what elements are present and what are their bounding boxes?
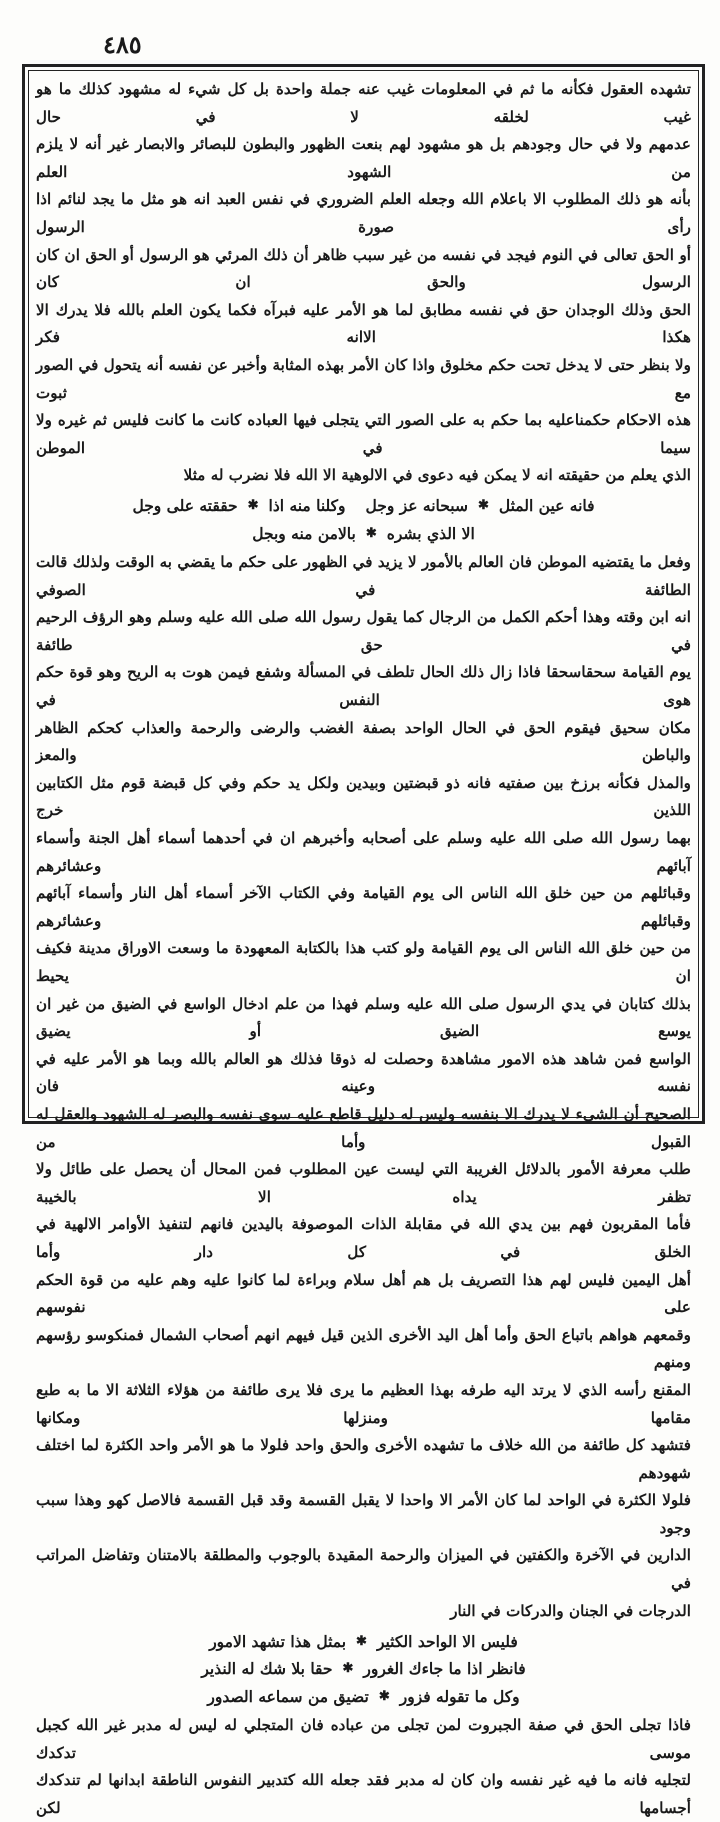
text-line: الصحيح أن الشيء لا يدرك الا بنفسه وليس له دليل قاطع عليه سوى نفسه والبصر له الشهود والعقل له القبول وأما من	[36, 1104, 691, 1151]
hemistich: وكل ما تقوله فزور	[399, 1686, 520, 1706]
poem-1	[36, 492, 691, 547]
star-separator-icon: ✱	[365, 525, 377, 541]
text-line: عدمهم ولا في حال وجودهم بل هو مشهود لهم بنعت الظهور والبطون للبصائر والابصار غير أنه لا يلزم من الشهود العلم	[36, 135, 691, 181]
text-line: وفعل ما يقتضيه الموطن فان العالم بالأمور لا يزيد في الظهور على حكم ما يقضي به الوقت ولذلك قالت الطائفة في الصوفي	[36, 553, 691, 599]
verse-row	[36, 492, 691, 520]
star-separator-icon: ✱	[342, 1661, 354, 1677]
text-line: المقنع رأسه الذي لا يرتد اليه طرفه بهذا العظيم ما يرى فلا يرى طائفة من هؤلاء الثلاثة الا ما به طبع مقامها ومنزلها ومكانها	[36, 1380, 691, 1427]
text-line: بهما رسول الله صلى الله عليه وسلم على أصحابه وأخبرهم ان في أحدهما أسماء أهل الجنة وأسماء آبائهم وعشائرهم	[36, 829, 691, 875]
star-separator-icon: ✱	[247, 498, 259, 514]
text-line: ولا بنظر حتى لا يدخل تحت حكم مخلوق واذا كان الأمر بهذه المثابة وأخبر عن نفسه أنه يتحول في الصور مع ثبوت	[36, 355, 691, 402]
text-line: بأنه هو ذلك المطلوب الا باعلام الله وجعله العلم الضروري في نفس العبد انه هو مثل ما يجد لنائم اذا رأى صورة الرسول	[36, 190, 691, 236]
hemistich: فانظر اذا ما جاءك الغرور	[363, 1659, 526, 1679]
verse-row	[36, 1655, 691, 1683]
text-line: وقمعهم هواهم باتباع الحق وأما أهل اليد الأخرى الذين قيل فيهم انهم أصحاب الشمال فمنكوسو رؤسهم ومنهم	[36, 1325, 691, 1372]
verse-row	[36, 520, 691, 548]
text-line: الدرجات في الجنان والدركات في النار	[450, 1601, 691, 1620]
text-line: تشهده العقول فكأنه ما ثم في المعلومات غيب عنه جملة واحدة بل كل شيء له مشهود كذلك ما هو غيب لخلقه لا في حال	[36, 80, 691, 126]
hemistich: تضيق من سماعه الصدور	[207, 1686, 369, 1706]
verse-row	[36, 1682, 691, 1710]
poem-2	[36, 1627, 691, 1710]
paragraph-3	[36, 1712, 691, 1822]
text-line: الواسع فمن شاهد هذه الامور مشاهدة وحصلت له ذوقا فذلك هو العالم بالله وبما هو الأمر عليه في نفسه وعينه فان	[36, 1049, 691, 1096]
text-line: أو الحق تعالى في النوم فيجد في نفسه من غير سبب ظاهر أن ذلك المرئي هو الرسول أو الحق ان كان الرسول والحق ان كان	[36, 245, 691, 292]
text-line: فاذا تجلى الحق في صفة الجبروت لمن تجلى من عباده فان المتجلي له ليس له مدبر غير الله كجبل موسى تدكدك	[36, 1716, 691, 1762]
text-line: فأما المقربون فهم بين يدي الله في مقابلة الذات الموصوفة باليدين فانهم لتنفيذ الأوامر الالهية في الخلق في كل دار وأما	[36, 1215, 691, 1261]
hemistich: فليس الا الواحد الكثير	[376, 1631, 518, 1651]
text-line: من حين خلق الله الناس الى يوم القيامة ولو كتب هذا بالكتابة المعهودة ما وسعت الاوراق مدينة فكيف ان يحيط	[36, 939, 691, 985]
text-line: فلولا الكثرة في الواحد لما كان الأمر الا واحدا لا يقبل القسمة وقد قبل القسمة فالاصل كهو وهذا سبب وجود	[36, 1491, 691, 1537]
text-line: فتشهد كل طائفة من الله خلاف ما تشهده الأخرى والحق واحد فلولا ما هو الأمر واحد الكثرة لما اختلف شهودهم	[36, 1436, 691, 1482]
text-line: الدارين في الآخرة والكفتين في الميزان والرحمة المقيدة بالوجوب والمطلقة بالامتنان وتفاضل المراتب في	[36, 1546, 691, 1593]
hemistich: حقا بلا شك له النذير	[201, 1659, 333, 1679]
hemistich: حققته على وجل	[132, 496, 238, 516]
text-line: الذي يعلم من حقيقته انه لا يمكن فيه دعوى في الالوهية الا الله فلا نضرب له مثلا	[183, 466, 691, 485]
text-line: الحق وذلك الوجدان حق في نفسه مطابق لما هو الأمر عليه فبرآه فكما يكون العلم بالله فلا يدرك الا هكذا الاانه فكر	[36, 300, 691, 347]
star-separator-icon: ✱	[477, 498, 489, 514]
text-line: وقبائلهم من حين خلق الله الناس الى يوم القيامة وفي الكتاب الآخر أسماء أهل النار وأسماء آبائهم وقبائلهم وعشائرهم	[36, 884, 691, 930]
hemistich: الا الذي بشره	[386, 523, 475, 543]
text-line: لتجليه فانه ما فيه غير نفسه وان كان له مدبر فقد جعله الله كتدبير النفوس الناطقة ابدانها لم تندكدك أجسامها لكن	[36, 1771, 691, 1817]
text-line: انه ابن وقته وهذا أحكم الكمل من الرجال كما يقول رسول الله صلى الله عليه وسلم وهو الرؤف الرحيم في حق طائفة	[36, 608, 691, 654]
text-line: هذه الاحكام حكمناعليه بما حكم به على الصور التي يتجلى فيها العباده كانت ما كانت فليس ثم غيره ولا سيما في الموطن	[36, 411, 691, 457]
verse-row	[36, 1627, 691, 1655]
hemistich: وكلنا منه اذا	[268, 496, 346, 516]
text-line: أهل اليمين فليس لهم هذا التصريف بل هم أهل سلام وبراءة لما كانوا عليه وهم عليه من قوة الحكم على نفوسهم	[36, 1270, 691, 1317]
text-line: طلب معرفة الأمور بالدلائل الغريبة التي ليست عين المطلوب فمن المحال أن يحصل على طائل ولا تظفر يداه الا بالخيبة	[36, 1160, 691, 1206]
text-line: بذلك كتابان في يدي الرسول صلى الله عليه وسلم فهذا من علم ادخال الواسع في الضيق من غير ان يوسع الضيق أو يضيق	[36, 994, 691, 1041]
star-separator-icon: ✱	[378, 1688, 390, 1704]
hemistich: بمثل هذا تشهد الامور	[209, 1631, 347, 1651]
text-line: والمذل فكأنه برزخ بين صفتيه فانه ذو قبضتين وبيدين ولكل يد حكم وفي كل قبضة قوم مثل الكتابين اللذين خرج	[36, 773, 691, 820]
page-number: ٤٨٥	[103, 30, 142, 59]
paragraph-1	[36, 76, 691, 490]
paragraph-2	[36, 549, 691, 1625]
text-line: يوم القيامة سحقاسحقا فاذا زال ذلك الحال تلطف في المسألة وشفع فيمن هوت به الريح وهو قوة حكم هوى النفس في	[36, 663, 691, 710]
text-line: مكان سحيق فيقوم الحق في الحال الواحد بصفة الغضب والرضى والرحمة والعذاب كحكم الظاهر والباطن والمعز	[36, 718, 691, 765]
hemistich: سبحانه عز وجل	[365, 496, 468, 516]
page-content	[36, 76, 691, 1817]
hemistich: فانه عين المثل	[498, 496, 595, 516]
hemistich: بالامن منه وبجل	[252, 523, 356, 543]
star-separator-icon: ✱	[356, 1633, 367, 1649]
